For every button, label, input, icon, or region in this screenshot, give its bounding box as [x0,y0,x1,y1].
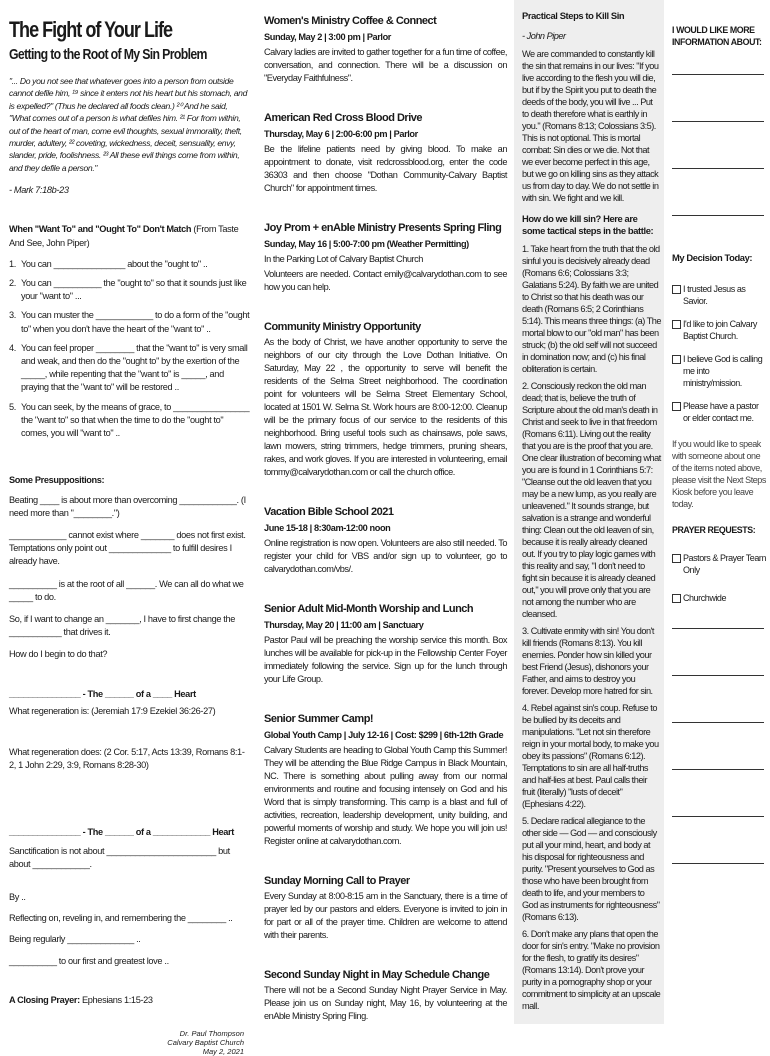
list-item: 1. You can _______________ about the "ought to" .. [9,258,208,269]
speak-note: If you would like to speak with someone about one of the items noted above, please visit the Next Steps Kiosk before you leave today. [672,439,766,509]
checkbox-icon[interactable] [672,554,681,563]
regeneration-title: _______________ - The ______ of a ____ Heart [9,688,196,699]
checkbox-icon[interactable] [672,355,681,364]
want-to-heading-source: (From Taste And See, John Piper) [9,224,239,248]
practical-steps-list [522,243,661,1012]
checkbox-icon[interactable] [672,594,681,603]
announcement [264,320,507,479]
announcement-details: Sunday, May 16 | 5:00-7:00 pm (Weather Permitting) [264,239,469,249]
prayer-option-checkbox[interactable]: Churchwide [672,592,767,604]
write-in-line[interactable] [672,675,764,676]
sermon-subtitle: Getting to the Root of My Sin Problem [9,46,207,63]
announcement-body: Calvary ladies are invited to gather together for a fun time of coffee, conversation, and connection. There will be a discussion on "Everyday Faithfulness". [264,47,507,83]
list-item: 5. Declare radical allegiance to the other side — God — and consciously put all your mind, heart, and body at his disposal for righteousness and purity. "Present yourselves to God as those who have been brought from death to life, and your members to God as instruments for righteousness" (Romans 6:13). [522,816,660,922]
list-item: 5. You can seek, by the means of grace, to ________________ the "want to" so that when the time to do the "ought to" comes, you will "want to" .. [9,401,250,439]
decision-heading: My Decision Today: [672,252,753,263]
announcement [264,968,507,1023]
checkbox-icon[interactable] [672,285,681,294]
write-in-line[interactable] [672,121,764,122]
announcement-title: Second Sunday Night in May Schedule Change [264,969,490,981]
response-card-column [664,0,770,1024]
list-item: 6. Don't make any plans that open the door for sin's entry. "Make no provision for the flesh, to gratify its desires" (Romans 13:14). Don't prove your purity in a pornography shop or your commitment to simplicity at an upscale mall. [522,929,661,1011]
sanctification-line: __________ to our first and greatest love .. [9,955,169,966]
closing-prayer: A Closing Prayer: Ephesians 1:15-23 [9,994,153,1005]
announcement [264,14,507,85]
signature-church: Calvary Baptist Church [167,1037,244,1047]
announcement-body: Be the lifeline patients need by giving blood. To make an appointment to donate, visit redcrossblood.org, enter the code 36303 and then choose "Dothan Community-Calvary Baptist Church" for appointment times. [264,144,507,193]
announcement-title: Senior Adult Mid-Month Worship and Lunch [264,603,474,615]
sermon-notes-column [0,0,256,1056]
announcement-title: Joy Prom + enAble Ministry Presents Spring Fling [264,222,502,234]
announcement-details: June 15-18 | 8:30am-12:00 noon [264,523,391,533]
want-to-heading-bold: When "Want To" and "Ought To" Don't Match [9,224,192,235]
practical-steps-intro: We are commanded to constantly kill the sin that remains in our lives: "If you live according to the flesh you will die, but if by the Spirit you put to death the deeds of the body, you will live ... Put to death therefore what is earthly in you." (Romans 8:13; Colossians 3:5). This is not optional. This is mortal combat: Sin dies or we die. Not that we ever become perfect in this age, but we go on killing sins as they attack us from day to day. We do not settle in with sin. We fight and we kill. [522,49,659,203]
announcement [264,874,507,942]
checkbox-icon[interactable] [672,402,681,411]
announcement-location: In the Parking Lot of Calvary Baptist Church [264,254,423,264]
write-in-line[interactable] [672,168,764,169]
announcement [264,712,507,848]
presupposition-line: How do I begin to do that? [9,649,108,660]
announcement-body: There will not be a Second Sunday Night Prayer Service in May. Please join us on Sunday night, May 16, by volunteering at the enAble Ministry Spring Fling. [264,985,507,1021]
decision-checkbox[interactable]: I believe God is calling me into ministry/mission. [672,353,767,389]
announcement-title: Women's Ministry Coffee & Connect [264,15,437,27]
presupposition-line: ____________ cannot exist where _______ does not first exist. Temptations only point out _____________ to fulfill desires I already have. [9,529,246,567]
more-info-heading: I WOULD LIKE MORE INFORMATION ABOUT: [672,25,762,47]
decision-checkbox[interactable]: I trusted Jesus as Savior. [672,283,767,307]
sanctification-line: Being regularly ______________ .. [9,934,141,945]
prayer-option-checkbox[interactable]: Pastors & Prayer Team Only [672,552,767,576]
announcement-body: As the body of Christ, we have another opportunity to serve the neighbors of our city through the Love Dothan Initiative. On Saturday, May 22 , the opportunity to serve will benefit the residents of the Selma Street neighborhood. The coordination point for volunteers will be Selma Street Elementary School, located at 1501 W. Selma St. Work hours are 8:00-12:00. Cleanup will be the primary focus of our service to the residents of this neighborhood. Bring useful tools such as chainsaws, pole saws, lawn mowers, string trimmers, hedge trimmers, pruning shears, rakes, and work gloves. If you are interested in volunteering, email tommy@calvarydothan.com or call the church office. [264,337,507,477]
practical-steps-column [514,0,664,1024]
announcement-body: Every Sunday at 8:00-8:15 am in the Sanctuary, there is a time of prayer led by our pastors and elders. Everyone is invited to join in for part or all of the prayer time. Children are welcome to attend with their parents. [264,891,507,940]
announcement-title: American Red Cross Blood Drive [264,112,422,124]
sanctification-line: Reflecting on, reveling in, and remembering the ________ .. [9,913,233,924]
checkbox-icon[interactable] [672,320,681,329]
regeneration-does: What regeneration does: (2 Cor. 5:17, Acts 13:39, Romans 8:1-2, 1 John 2:29, 3:9, Romans 8:28-30) [9,746,245,771]
practical-steps-title: Practical Steps to Kill Sin [522,10,625,21]
announcement-details: Thursday, May 6 | 2:00-6:00 pm | Parlor [264,129,418,139]
presuppositions-heading: Some Presuppositions: [9,475,105,486]
regeneration-text: What regeneration is: (Jeremiah 17:9 Ezekiel 36:26-27) [9,705,216,716]
announcement-body: Calvary Students are heading to Global Youth Camp this Summer! They will be attending the Blue Ridge Campus in Black Mountain, NC. There is something about pulling away from our normal environments and routine and focusing intensely on God and his Word that is simply transforming. This camp is a blast and full of activities, recreation, leadership development, unity building, and powerful moments of worship and study. We hope you will join us! Register online at calvarydothan.com. [264,745,507,846]
write-in-line[interactable] [672,863,764,864]
list-item: 3. Cultivate enmity with sin! You don't kill friends (Romans 8:13). You kill enemies. Ponder how sin killed your best Friend (Jesus), dishonors your Father, and aims to destroy you forever. Develop more hatred for sin. [522,626,654,696]
announcements-column [256,0,514,1024]
announcement-body: Pastor Paul will be preaching the worship service this month. Box lunches will be available for pick-up in the Fellowship Center Foyer immediately following the service. Sign up for the lunch through your Life Group. [264,635,507,684]
announcement-title: Sunday Morning Call to Prayer [264,875,410,887]
scripture-passage: "... Do you not see that whatever goes into a person from outside cannot defile him, ¹⁹ since it enters not his heart but his stomach, and is expelled?" (Thus he declared all foods clean.) ²⁰ And he said, "What comes out of a person is what defiles him. ²¹ For from within, out of the heart of man, come evil thoughts, sexual immorality, theft, murder, adultery, ²² coveting, wickedness, deceit, sensuality, envy, slander, pride, foolishness. ²³ All these evil things come from within, and they defile a person." [9,76,248,173]
practical-steps-author: - John Piper [522,31,566,41]
practical-steps-question: How do we kill sin? Here are some tactical steps in the battle: [522,213,654,236]
announcement-details: Thursday, May 20 | 11:00 am | Sanctuary [264,620,424,630]
list-item: 2. Consciously reckon the old man dead; that is, believe the truth of Scripture about the old man's death in Christ and seek to live in that freedom (Romans 6:11). Living out the reality that you are is the proof that you are. One clear illustration of becoming what you are is found in 1 Corinthians 5:7: "Cleanse out the old leaven that you may be a new lump, as you really are unleavened." It sounds strange, but salvation is a strange and wonderful thing: Clean out the old leaven of sin, because it is really already cleaned out. If you try to play logic games with this reality and say, "I don't need to fight sin because it is already cleaned out," you will prove only that you are not among the number who are cleansed. [522,381,661,619]
list-item: 1. Take heart from the truth that the old sinful you is decisively already dead (Romans 6:6; Colossians 3:3; Galatians 5:24). By faith we are united to Christ so that his death was our death (Romans 6:5; 2 Corinthians 5:14). This means three things: (a) The mortal blow to our "old man" has been struck; (b) the old self will not succeed in domination now; and (c) his final obliteration is certain. [522,244,661,374]
announcement-details: Sunday, May 2 | 3:00 pm | Parlor [264,32,391,42]
announcement-title: Senior Summer Camp! [264,713,374,725]
list-item: 4. You can feel proper ________ that the "want to" is very small and weak, and then do the "ought to" by the exertion of the _____, while repenting that the "want to" is _____, and praying that the "want to" will be restored .. [9,342,248,393]
write-in-line[interactable] [672,722,764,723]
sanctification-line: Sanctification is not about _______________________ but about ____________. [9,845,230,869]
decision-checkbox[interactable]: I'd like to join Calvary Baptist Church. [672,318,767,342]
write-in-line[interactable] [672,74,764,75]
announcement-body: Volunteers are needed. Contact emily@calvarydothan.com to see how you can help. [264,269,507,292]
announcement [264,505,507,576]
sermon-title: The Fight of Your Life [9,17,173,42]
want-to-heading [9,223,250,249]
write-in-line[interactable] [672,628,764,629]
presupposition-line: __________ is at the root of all ______. We can all do what we _____ to do. [9,578,244,602]
scripture-reference: - Mark 7:18b-23 [9,185,69,196]
want-to-list [9,258,250,440]
sanctification-title: _______________ - The ______ of a ____________ Heart [9,827,234,838]
announcement-details: Global Youth Camp | July 12-16 | Cost: $299 | 6th-12th Grade [264,730,504,740]
announcement-title: Community Ministry Opportunity [264,321,421,333]
announcement [264,602,507,686]
signature-date: May 2, 2021 [202,1046,244,1056]
announcement [264,111,507,195]
list-item: 3. You can muster the ____________ to do a form of the "ought to" when you don't have the heart of the "want to" .. [9,310,250,334]
prayer-requests-heading: PRAYER REQUESTS: [672,525,756,535]
announcement-title: Vacation Bible School 2021 [264,506,394,518]
decision-checkbox[interactable]: Please have a pastor or elder contact me. [672,400,767,424]
write-in-line[interactable] [672,769,764,770]
announcement [264,221,507,294]
presupposition-line: Beating ____ is about more than overcoming ____________. (I need more than "________.") [9,494,246,518]
sanctification-line: By .. [9,891,26,902]
announcement-body: Online registration is now open. Volunteers are also still needed. To register your child for VBS and/or sign up to volunteer, go to calvarydothan.com/vbs/. [264,538,507,574]
list-item: 2. You can __________ the "ought to" so that it sounds just like your "want to" ... [9,278,247,302]
list-item: 4. Rebel against sin's coup. Refuse to be bullied by its deceits and manipulations. "Let not sin therefore reign in your mortal body, to make you obey its passions" (Romans 6:12). Temptations to sin are all half-truths and half-lies at best. Paul calls their fruit (literally) "lusts of deceit" (Ephesians 4:22). [522,703,659,809]
write-in-line[interactable] [672,816,764,817]
presupposition-line: So, if I want to change an _______, I have to first change the ___________ that drives it. [9,613,236,638]
signature-name: Dr. Paul Thompson [179,1028,244,1038]
